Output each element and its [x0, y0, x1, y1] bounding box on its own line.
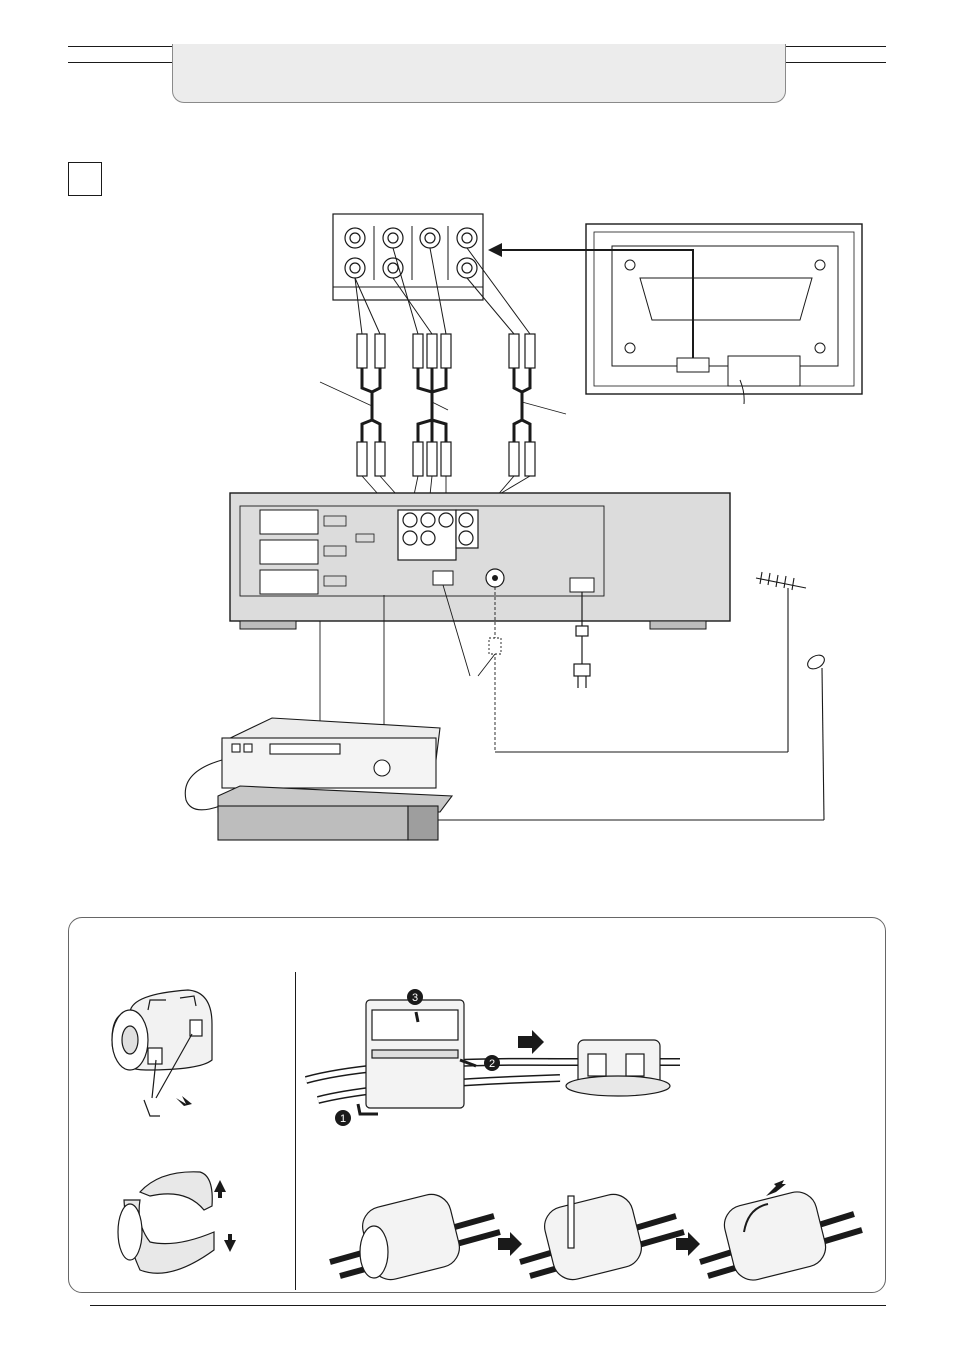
- cable-bodies: [362, 368, 530, 442]
- arrow-up-right-icon: [766, 1180, 786, 1196]
- display-jack-panel: [333, 214, 483, 300]
- satellite-dish-icon: [805, 652, 827, 820]
- step-1-number: 1: [339, 1113, 347, 1125]
- ferrite-core-illustrations: [0, 905, 954, 1305]
- footer-rule: [90, 1305, 886, 1306]
- ferrite-core-icon: [112, 990, 212, 1116]
- core-clamp-on-cable: [306, 1000, 560, 1108]
- arrow-down-right-icon: [176, 1096, 192, 1106]
- cable-tie-step-2: [520, 1190, 684, 1284]
- arrow-down-icon: [224, 1234, 236, 1252]
- step-3-number: 3: [411, 992, 419, 1004]
- ferrite-core-open-icon: [118, 1172, 214, 1273]
- step-2-number: 2: [488, 1058, 496, 1070]
- upper-plugs: [357, 334, 535, 368]
- antenna-icon: [756, 572, 806, 752]
- cable-tie-icon: [700, 1188, 862, 1284]
- core-closed-result: [548, 1040, 680, 1096]
- lower-plugs: [357, 442, 535, 476]
- arrow-up-icon: [214, 1180, 226, 1198]
- receiver-rear-panel: [230, 493, 730, 629]
- set-top-box-device: [218, 786, 452, 840]
- arrow-right-icon: [518, 1030, 544, 1054]
- cable-tie-step-1: [330, 1190, 500, 1284]
- arrow-right-icon: [498, 1232, 522, 1256]
